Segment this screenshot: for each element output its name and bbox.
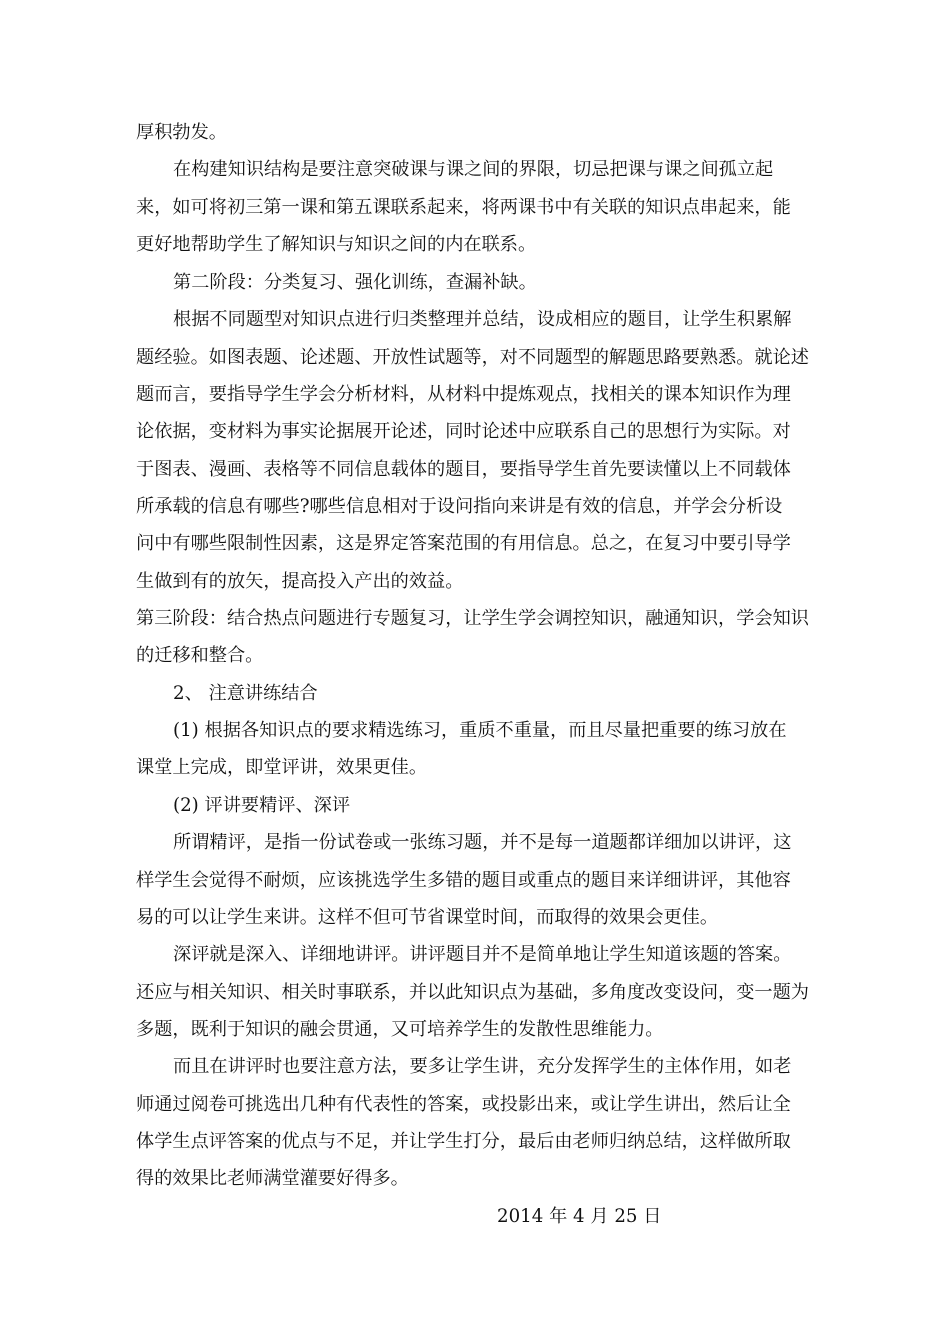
- text-line: 生做到有的放矢，提高投入产出的效益。: [136, 571, 464, 592]
- text-line: 更好地帮助学生了解知识与知识之间的内在联系。: [136, 234, 537, 255]
- text-line: 根据不同题型对知识点进行归类整理并总结，设成相应的题目，让学生积累解: [173, 309, 792, 330]
- text-line: 易的可以让学生来讲。这样不但可节省课堂时间，而取得的效果会更佳。: [136, 907, 719, 928]
- list-heading: 2、 注意讲练结合: [173, 683, 318, 704]
- text-line: 第二阶段：分类复习、强化训练，查漏补缺。: [173, 272, 537, 293]
- text-line: 课堂上完成，即堂评讲，效果更佳。: [136, 757, 428, 778]
- text-line: 题而言，要指导学生学会分析材料，从材料中提炼观点，找相关的课本知识作为理: [136, 384, 791, 405]
- text-line: 而且在讲评时也要注意方法，要多让学生讲，充分发挥学生的主体作用，如老: [173, 1056, 792, 1077]
- text-line: 来，如可将初三第一课和第五课联系起来，将两课书中有关联的知识点串起来，能: [136, 197, 791, 218]
- text-line: 厚积勃发。: [136, 122, 227, 143]
- text-line: 第三阶段：结合热点问题进行专题复习，让学生学会调控知识，融通知识，学会知识: [136, 608, 809, 629]
- text-line: 的迁移和整合。: [136, 645, 264, 666]
- text-line: 所谓精评，是指一份试卷或一张练习题，并不是每一道题都详细加以讲评，这: [173, 832, 792, 853]
- text-line: 得的效果比老师满堂灌要好得多。: [136, 1168, 409, 1189]
- text-line: (2) 评讲要精评、深评: [173, 795, 351, 816]
- text-line: 多题，既利于知识的融会贯通，又可培养学生的发散性思维能力。: [136, 1019, 664, 1040]
- text-line: 样学生会觉得不耐烦，应该挑选学生多错的题目或重点的题目来详细讲评，其他容: [136, 870, 791, 891]
- text-line: 体学生点评答案的优点与不足，并让学生打分，最后由老师归纳总结，这样做所取: [136, 1131, 791, 1152]
- text-line: 题经验。如图表题、论述题、开放性试题等，对不同题型的解题思路要熟悉。就论述: [136, 347, 809, 368]
- text-line: 问中有哪些限制性因素，这是界定答案范围的有用信息。总之，在复习中要引导学: [136, 533, 791, 554]
- text-line: 还应与相关知识、相关时事联系，并以此知识点为基础，多角度改变设问，变一题为: [136, 982, 809, 1003]
- text-line: (1) 根据各知识点的要求精选练习，重质不重量，而且尽量把重要的练习放在: [173, 720, 787, 741]
- text-line: 所承载的信息有哪些?哪些信息相对于设问指向来讲是有效的信息，并学会分析设: [136, 496, 783, 517]
- text-line: 深评就是深入、详细地讲评。讲评题目并不是简单地让学生知道该题的答案。: [173, 944, 792, 965]
- text-line: 于图表、漫画、表格等不同信息载体的题目，要指导学生首先要读懂以上不同载体: [136, 459, 791, 480]
- text-line: 论依据，变材料为事实论据展开论述，同时论述中应联系自己的思想行为实际。对: [136, 421, 791, 442]
- text-line: 在构建知识结构是要注意突破课与课之间的界限，切忌把课与课之间孤立起: [173, 159, 774, 180]
- document-date: 2014 年 4 月 25 日: [497, 1206, 662, 1227]
- text-line: 师通过阅卷可挑选出几种有代表性的答案，或投影出来，或让学生讲出，然后让全: [136, 1094, 791, 1115]
